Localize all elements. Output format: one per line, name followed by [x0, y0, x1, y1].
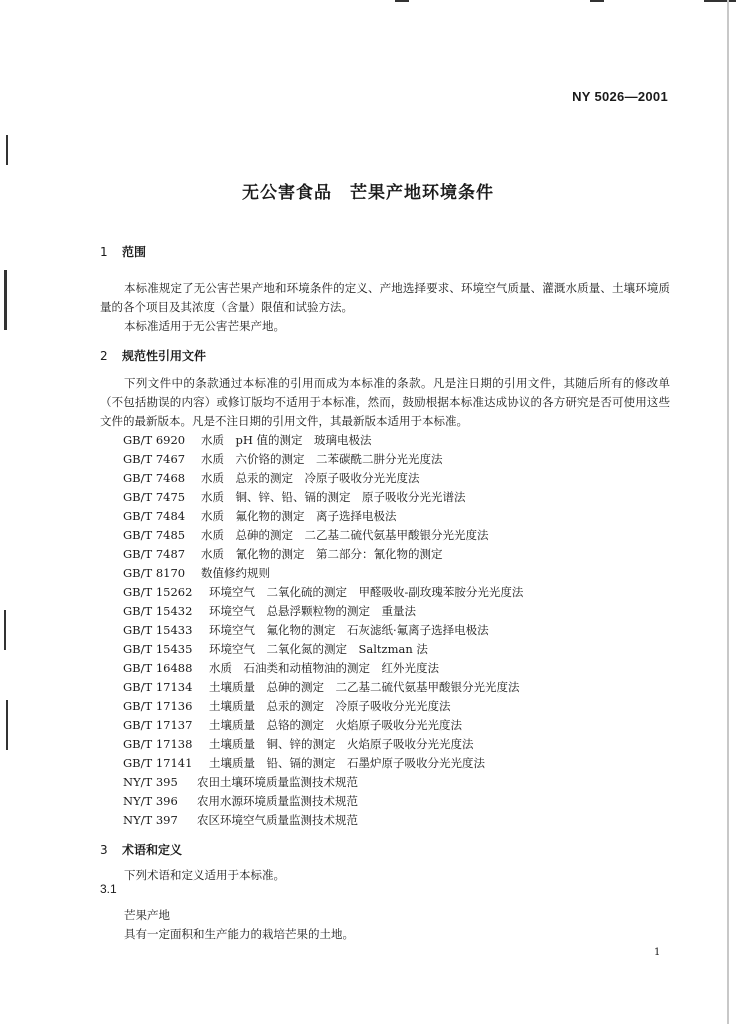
reference-title: 水质 总汞的测定 冷原子吸收分光光度法 — [201, 471, 420, 485]
reference-item — [123, 545, 523, 564]
term-name: 芒果产地 — [124, 908, 170, 922]
reference-item — [123, 754, 523, 773]
reference-title: 水质 pH 值的测定 玻璃电极法 — [201, 433, 372, 447]
scan-artifact — [704, 0, 736, 2]
reference-code: NY/T 396 — [123, 794, 178, 808]
reference-code: GB/T 17137 — [123, 718, 193, 732]
normative-intro: 下列文件中的条款通过本标准的引用而成为本标准的条款。凡是注日期的引用文件，其随后所有的修改单（不包括勘误的内容）或修订版均不适用于本标准，然而，鼓励根据本标准达成协议的各方研究是否可使用这些文件的最新版本。凡是不注日期的引用文件，其最新版本适用于本标准。 — [100, 376, 670, 428]
reference-item — [123, 773, 523, 792]
reference-item — [123, 697, 523, 716]
reference-title: 水质 总砷的测定 二乙基二硫代氨基甲酸银分光光度法 — [201, 528, 489, 542]
reference-item — [123, 450, 523, 469]
reference-code: GB/T 7487 — [123, 547, 186, 561]
reference-code: GB/T 17141 — [123, 756, 193, 770]
reference-title: 数值修约规则 — [201, 566, 270, 580]
reference-title: 土壤质量 总汞的测定 冷原子吸收分光光度法 — [209, 699, 451, 713]
reference-item — [123, 640, 523, 659]
reference-title: 环境空气 二氧化硫的测定 甲醛吸收-副玫瑰苯胺分光光度法 — [209, 585, 524, 599]
section-heading-normative — [100, 347, 206, 364]
reference-code: GB/T 17138 — [123, 737, 193, 751]
reference-item — [123, 583, 523, 602]
section-title: 术语和定义 — [122, 843, 183, 857]
reference-title: 环境空气 二氧化氮的测定 Saltzman 法 — [209, 642, 428, 656]
page-edge-line — [727, 0, 729, 1024]
section-number: 1 — [100, 245, 108, 259]
reference-code: GB/T 17134 — [123, 680, 193, 694]
reference-title: 农田土壤环境质量监测技术规范 — [197, 775, 358, 789]
reference-title: 农区环境空气质量监测技术规范 — [197, 813, 358, 827]
reference-title: 水质 铜、锌、铅、镉的测定 原子吸收分光光谱法 — [201, 490, 466, 504]
reference-item — [123, 602, 523, 621]
reference-code: GB/T 15433 — [123, 623, 193, 637]
reference-list — [123, 431, 523, 830]
reference-item — [123, 811, 523, 830]
standard-code: NY 5026—2001 — [572, 89, 668, 104]
scan-artifact — [6, 700, 8, 750]
scan-artifact — [4, 270, 7, 330]
reference-item — [123, 678, 523, 697]
reference-item — [123, 431, 523, 450]
document-title: 无公害食品 芒果产地环境条件 — [242, 183, 494, 203]
reference-code: GB/T 7467 — [123, 452, 186, 466]
reference-item — [123, 469, 523, 488]
reference-title: 土壤质量 总砷的测定 二乙基二硫代氨基甲酸银分光光度法 — [209, 680, 520, 694]
reference-item — [123, 526, 523, 545]
reference-title: 环境空气 总悬浮颗粒物的测定 重量法 — [209, 604, 416, 618]
reference-code: GB/T 7475 — [123, 490, 186, 504]
reference-code: GB/T 7485 — [123, 528, 186, 542]
terms-intro: 下列术语和定义适用于本标准。 — [124, 868, 285, 882]
reference-item — [123, 488, 523, 507]
definition-number: 3.1 — [100, 882, 117, 896]
section-heading-terms — [100, 841, 182, 858]
scope-applicability: 本标准适用于无公害芒果产地。 — [124, 319, 285, 333]
reference-title: 农用水源环境质量监测技术规范 — [197, 794, 358, 808]
scan-artifact — [6, 135, 8, 165]
reference-code: GB/T 17136 — [123, 699, 193, 713]
reference-code: NY/T 395 — [123, 775, 178, 789]
section-heading-scope — [100, 243, 146, 260]
scan-artifact — [4, 610, 6, 650]
reference-code: GB/T 16488 — [123, 661, 193, 675]
section-title: 范围 — [122, 245, 147, 259]
reference-item — [123, 621, 523, 640]
reference-item — [123, 716, 523, 735]
reference-title: 土壤质量 总铬的测定 火焰原子吸收分光光度法 — [209, 718, 462, 732]
reference-code: GB/T 15432 — [123, 604, 193, 618]
scan-artifact — [590, 0, 604, 2]
reference-item — [123, 792, 523, 811]
reference-code: GB/T 8170 — [123, 566, 186, 580]
scan-artifact — [395, 0, 409, 2]
reference-title: 水质 石油类和动植物油的测定 红外光度法 — [209, 661, 439, 675]
reference-code: GB/T 7468 — [123, 471, 186, 485]
reference-code: NY/T 397 — [123, 813, 178, 827]
reference-item — [123, 507, 523, 526]
reference-item — [123, 735, 523, 754]
reference-item — [123, 659, 523, 678]
reference-title: 水质 氟化物的测定 离子选择电极法 — [201, 509, 397, 523]
reference-code: GB/T 15262 — [123, 585, 193, 599]
page-number: 1 — [654, 947, 661, 958]
term-definition: 具有一定面积和生产能力的栽培芒果的土地。 — [124, 927, 354, 941]
section-number: 2 — [100, 349, 108, 363]
reference-title: 水质 六价铬的测定 二苯碳酰二肼分光光度法 — [201, 452, 443, 466]
reference-code: GB/T 6920 — [123, 433, 186, 447]
section-number: 3 — [100, 843, 108, 857]
reference-title: 土壤质量 铜、锌的测定 火焰原子吸收分光光度法 — [209, 737, 474, 751]
reference-code: GB/T 7484 — [123, 509, 186, 523]
reference-title: 环境空气 氟化物的测定 石灰滤纸·氟离子选择电极法 — [209, 623, 489, 637]
reference-title: 水质 氰化物的测定 第二部分：氰化物的测定 — [201, 547, 443, 561]
scope-paragraph: 本标准规定了无公害芒果产地和环境条件的定义、产地选择要求、环境空气质量、灌溉水质量、土壤环境质量的各个项目及其浓度（含量）限值和试验方法。 — [100, 281, 670, 314]
reference-item — [123, 564, 523, 583]
section-title: 规范性引用文件 — [122, 349, 207, 363]
reference-code: GB/T 15435 — [123, 642, 193, 656]
reference-title: 土壤质量 铅、镉的测定 石墨炉原子吸收分光光度法 — [209, 756, 485, 770]
